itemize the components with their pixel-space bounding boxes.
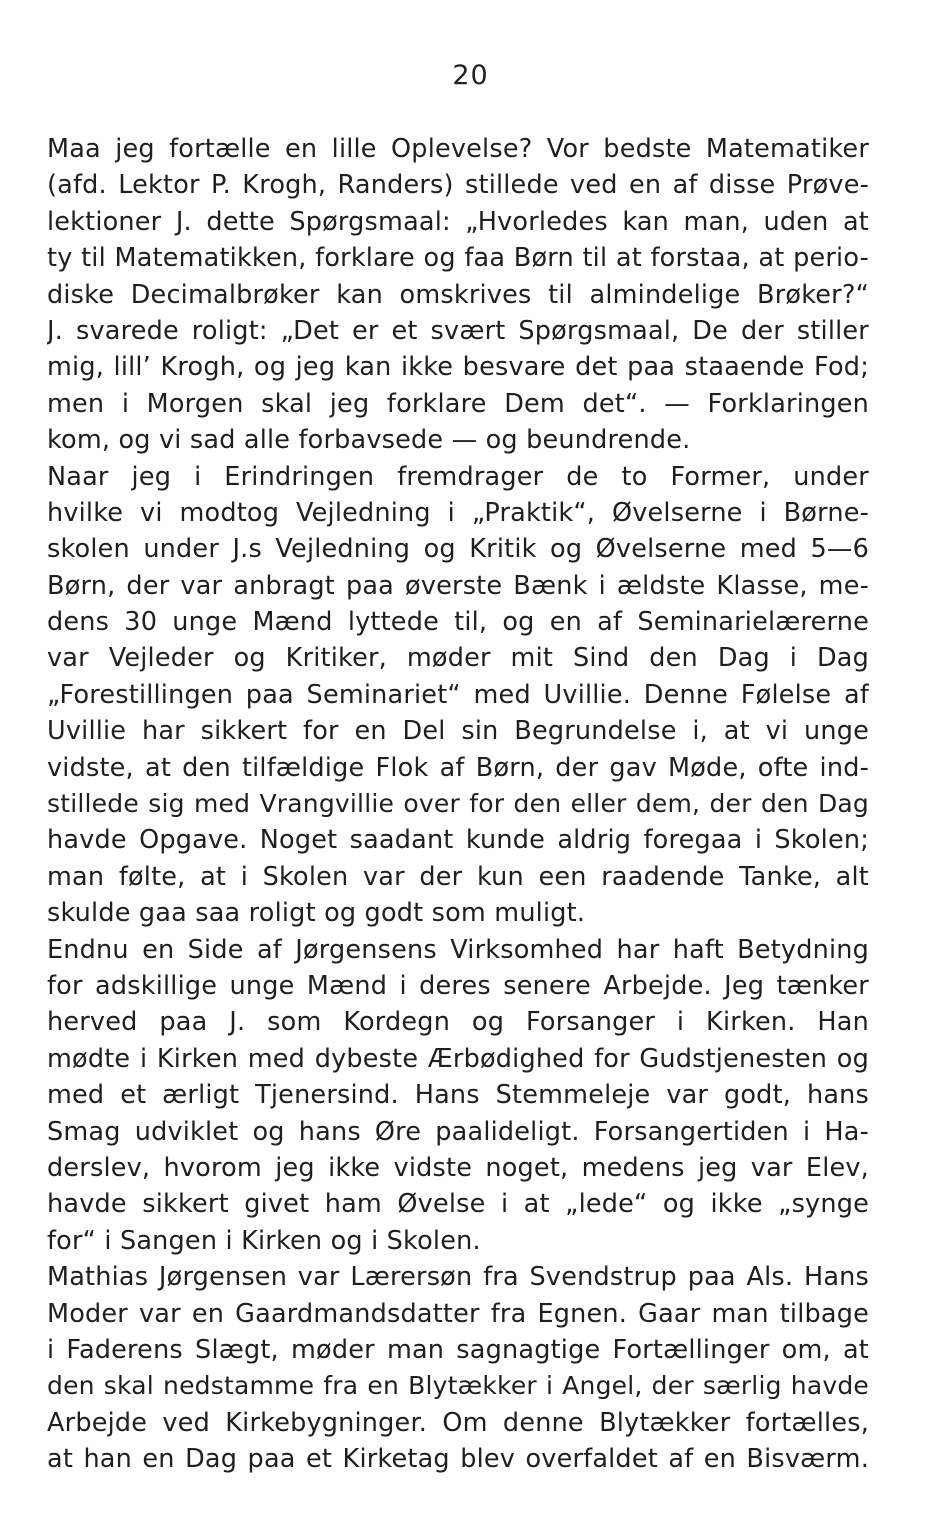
text-line: for“ i Sangen i Kirken og i Skolen.: [47, 1225, 481, 1256]
page-number: 20: [452, 60, 489, 91]
text-line: den skal nedstamme fra en Blytækker i Angel, der særlig havde: [47, 1371, 869, 1401]
text-line: Arbejde ved Kirkebygninger. Om denne Blytækker fortælles,: [47, 1407, 869, 1438]
text-line: Mathias Jørgensen var Lærersøn fra Svendstrup paa Als. Hans: [47, 1262, 869, 1293]
text-line: men i Morgen skal jeg forklare Dem det“. — Forklaringen: [47, 388, 869, 419]
text-line: skolen under J.s Vejledning og Kritik og Øvelserne med 5—6: [47, 534, 869, 565]
text-line: havde sikkert givet ham Øvelse i at „lede“ og ikke „synge: [47, 1189, 869, 1220]
text-line: man følte, at i Skolen var der kun een raadende Tanke, alt: [47, 861, 869, 892]
text-line: ty til Matematikken, forklare og faa Børn til at forstaa, at perio-: [47, 243, 869, 274]
text-line: vidste, at den tilfældige Flok af Børn, der gav Møde, ofte ind-: [47, 752, 869, 783]
text-line: mig, lill’ Krogh, og jeg kan ikke besvare det paa staaende Fod;: [47, 352, 869, 383]
text-line: stillede sig med Vrangvillie over for den eller dem, der den Dag: [47, 789, 869, 819]
text-line: Smag udviklet og hans Øre paalideligt. Forsangertiden i Ha-: [47, 1116, 869, 1147]
text-line: Moder var en Gaardmandsdatter fra Egnen. Gaar man tilbage: [47, 1298, 869, 1329]
text-line: Endnu en Side af Jørgensens Virksomhed har haft Betydning: [47, 934, 869, 965]
text-line: Børn, der var anbragt paa øverste Bænk i ældste Klasse, me-: [47, 570, 869, 601]
text-line: med et ærligt Tjenersind. Hans Stemmeleje var godt, hans: [47, 1080, 869, 1111]
text-line: mødte i Kirken med dybeste Ærbødighed for Gudstjenesten og: [47, 1043, 869, 1074]
text-line: lektioner J. dette Spørgsmaal: „Hvorledes kan man, uden at: [47, 206, 869, 237]
text-line: Naar jeg i Erindringen fremdrager de to Former, under: [47, 461, 869, 492]
text-line: dens 30 unge Mænd lyttede til, og en af Seminarielærerne: [47, 607, 869, 638]
text-line: „Forestillingen paa Seminariet“ med Uvillie. Denne Følelse af: [47, 679, 869, 710]
text-line: var Vejleder og Kritiker, møder mit Sind den Dag i Dag: [47, 643, 869, 674]
text-line: Uvillie har sikkert for en Del sin Begrundelse i, at vi unge: [47, 716, 869, 747]
text-line: at han en Dag paa et Kirketag blev overfaldet af en Bisværm.: [47, 1444, 869, 1475]
text-line: (afd. Lektor P. Krogh, Randers) stillede ved en af disse Prøve-: [47, 170, 869, 201]
text-line: Maa jeg fortælle en lille Oplevelse? Vor bedste Matematiker: [47, 134, 869, 164]
text-line: i Faderens Slægt, møder man sagnagtige Fortællinger om, at: [47, 1334, 869, 1365]
text-line: derslev, hvorom jeg ikke vidste noget, medens jeg var Elev,: [47, 1152, 869, 1183]
text-line: hvilke vi modtog Vejledning i „Praktik“, Øvelserne i Børne-: [47, 497, 869, 528]
text-line: havde Opgave. Noget saadant kunde aldrig foregaa i Skolen;: [47, 825, 869, 856]
text-line: J. svarede roligt: „Det er et svært Spørgsmaal, De der stiller: [47, 315, 869, 346]
text-line: skulde gaa saa roligt og godt som muligt.: [47, 898, 586, 929]
text-line: for adskillige unge Mænd i deres senere Arbejde. Jeg tænker: [47, 970, 869, 1001]
body-text: [47, 131, 869, 1477]
text-line: herved paa J. som Kordegn og Forsanger i Kirken. Han: [47, 1007, 869, 1038]
text-line: kom, og vi sad alle forbavsede — og beundrende.: [47, 425, 691, 456]
text-line: diske Decimalbrøker kan omskrives til almindelige Brøker?“: [47, 279, 869, 310]
